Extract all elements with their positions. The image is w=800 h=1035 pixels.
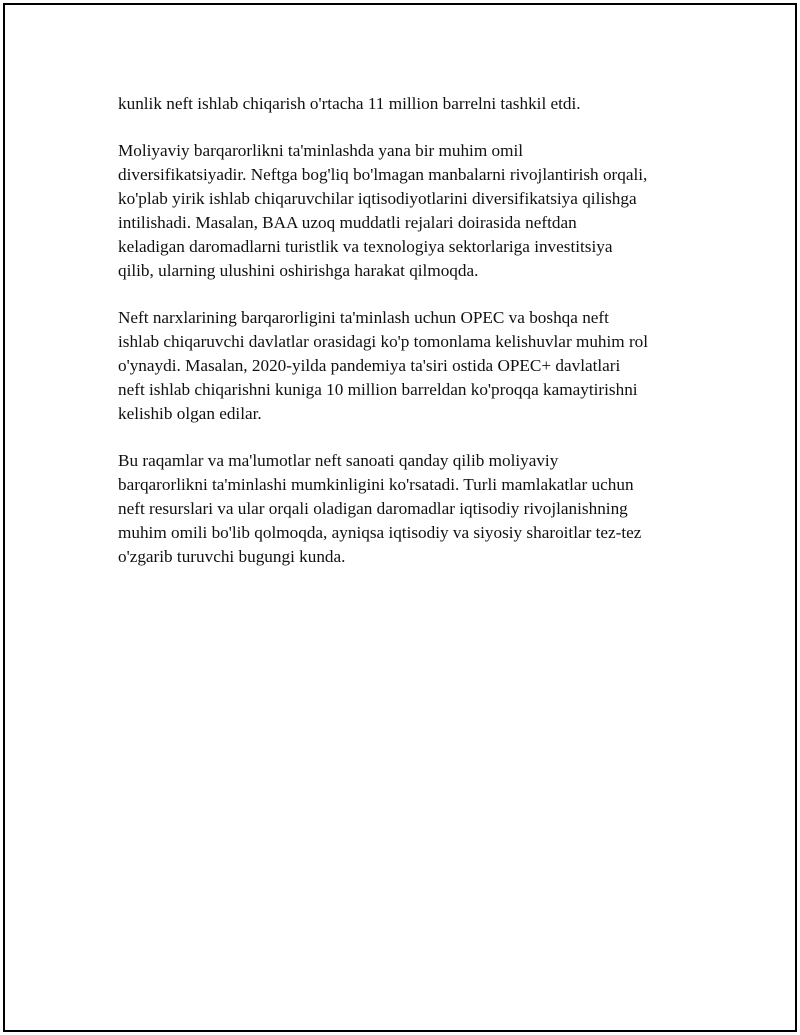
paragraph-3: Neft narxlarining barqarorligini ta'minlash uchun OPEC va boshqa neft ishlab chiqaruvchi davlatlar orasidagi ko'p tomonlama kelishuvlar muhim rol o'ynaydi. Masalan, 2020-yilda pandemiya ta'siri ostida OPEC+ davlatlari neft ishlab chiqarishni kuniga 10 million barreldan ko'proqqa kamaytirishni kelishib olgan edilar. <box>118 308 649 423</box>
paragraph-4: Bu raqamlar va ma'lumotlar neft sanoati qanday qilib moliyaviy barqarorlikni ta'minlashi mumkinligini ko'rsatadi. Turli mamlakatlar uchun neft resurslari va ular orqali oladigan daromadlar iqtisodiy rivojlanishning muhim omili bo'lib qolmoqda, ayniqsa iqtisodiy va siyosiy sharoitlar tez-tez o'zgarib turuvchi bugungi kunda. <box>118 451 642 566</box>
paragraph-1: kunlik neft ishlab chiqarish o'rtacha 11 million barrelni tashkil etdi. <box>118 94 581 113</box>
paragraph-2: Moliyaviy barqarorlikni ta'minlashda yana bir muhim omil diversifikatsiyadir. Neftga bog'liq bo'lmagan manbalarni rivojlantirish orqali, ko'plab yirik ishlab chiqaruvchilar iqtisodiyotlarini diversifikatsiya qilishga intilishadi. Masalan, BAA uzoq muddatli rejalari doirasida neftdan keladigan daromadlarni turistlik va texnologiya sektorlariga investitsiya qilib, ularning ulushini oshirishga harakat qilmoqda. <box>118 141 648 280</box>
document-body <box>118 92 708 592</box>
